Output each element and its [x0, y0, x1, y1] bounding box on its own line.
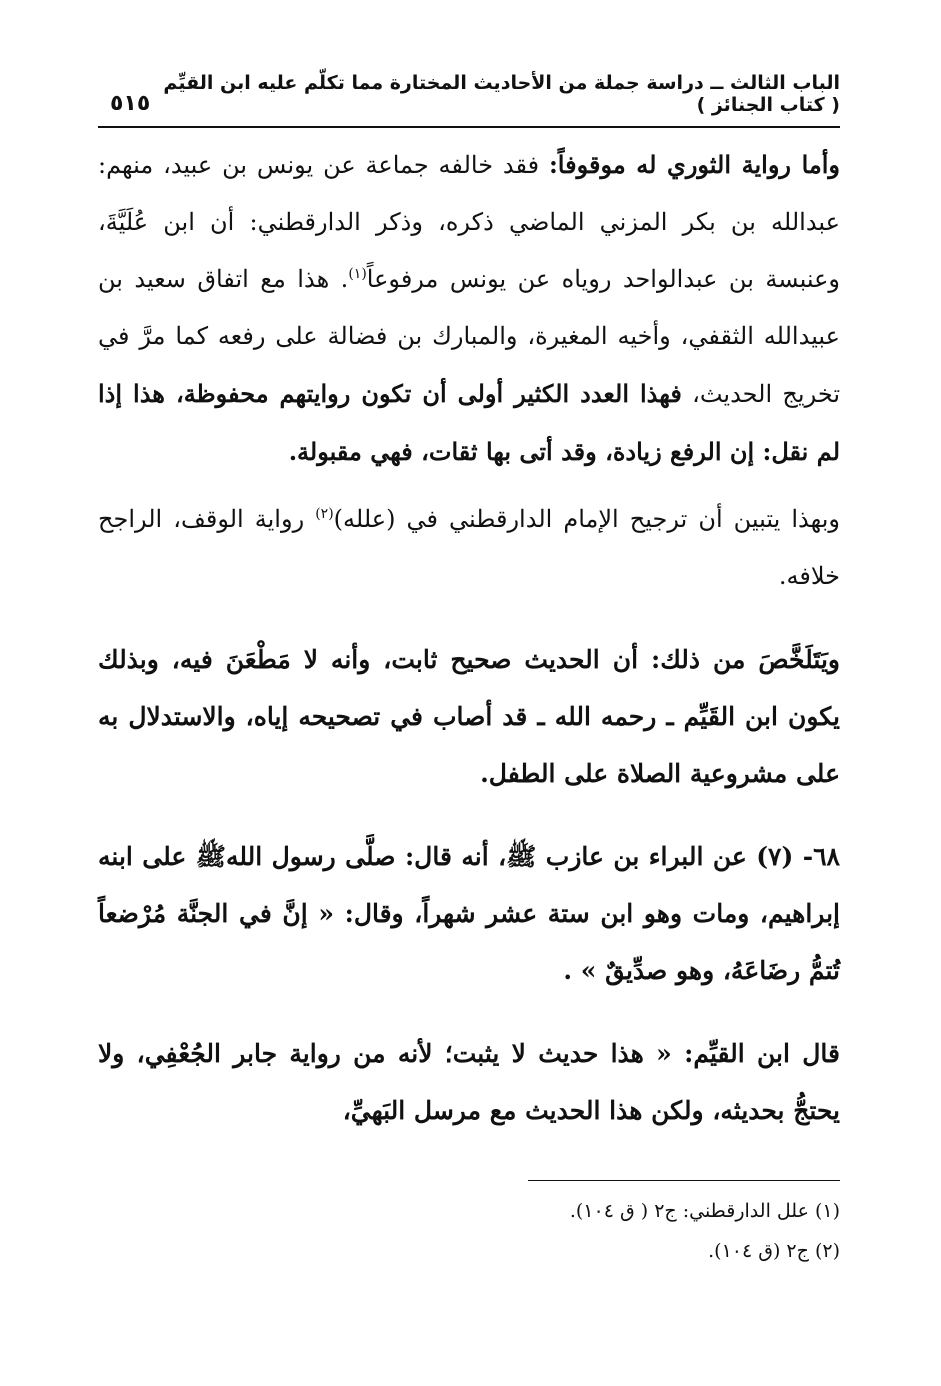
footnote-1: (١) علل الدارقطني: ج٢ ( ق ١٠٤).: [569, 1200, 840, 1222]
footnotes: [98, 1180, 840, 1271]
page-number: ٥١٥: [110, 91, 151, 116]
footnote-ref-2[interactable]: (٢): [315, 506, 334, 522]
paragraph-ibn-qayyim-quote: قال ابن القيِّم: « هذا حديث لا يثبت؛ لأنه من رواية جابر الجُعْفِي، ولا يحتجُّ بحديثه، ولكن هذا الحديث مع مرسل البَهيِّ،: [98, 1039, 840, 1125]
paragraph-summary: ويَتَلَخَّصَ من ذلك: أن الحديث صحيح ثابت، وأنه لا مَطْعَنَ فيه، وبذلك يكون ابن القَيِّم ـ رحمه الله ـ قد أصاب في تصحيحه إياه، والاستدلال به على مشروعية الصلاة على الطفل.: [98, 645, 840, 788]
paragraph-text: . هذا مع اتفاق سعيد بن عبيدالله الثقفي، وأخيه المغيرة، والمبارك بن فضالة على رفعه كما مرَّ في تخريج الحديث،: [98, 265, 841, 408]
paragraph-text: رواية الوقف، الراجح خلافه.: [98, 505, 840, 590]
paragraph-lead: وأما رواية الثوري له موقوفاً:: [548, 150, 840, 179]
footnote-ref-1[interactable]: (١): [348, 266, 367, 282]
footnote-divider: [528, 1180, 840, 1181]
footnote-2: (٢) ج٢ (ق ١٠٤).: [708, 1240, 840, 1262]
paragraph-daraqutni-preference: [98, 491, 840, 605]
hadith-68: ٦٨- (٧) عن البراء بن عازب ﷺ، أنه قال: صلَّى رسول اللهﷺ على ابنه إبراهيم، ومات وهو ابن ستة عشر شهراً، وقال: « إنَّ في الجنَّة مُرْضعاً تُتمُّ رضَاعَهُ، وهو صدِّيقٌ » .: [98, 842, 840, 985]
paragraph-bold-conclusion: فهذا العدد الكثير أولى أن تكون روايتهم محفوظة، هذا إذا لم نقل: إن الرفع زيادة، وقد أتى بها ثقات، فهي مقبولة.: [98, 379, 840, 466]
paragraph-text: فقد خالفه جماعة عن يونس بن عبيد، منهم: عبدالله بن بكر المزني الماضي ذكره، وذكر الدارقطني: أن ابن عُلَيَّةَ، وعنبسة بن عبدالواحد روياه عن يونس مرفوعاً: [98, 151, 841, 293]
page-body: [98, 72, 840, 1139]
header-title: الباب الثالث ــ دراسة جملة من الأحاديث المختارة مما تكلّم عليه ابن القيِّم ( كتاب الجنائز ): [163, 72, 840, 116]
paragraph-thawri-narration: [98, 136, 840, 481]
running-header: [98, 72, 840, 128]
paragraph-text: وبهذا يتبين أن ترجيح الإمام الدارقطني في (علله): [333, 505, 840, 533]
